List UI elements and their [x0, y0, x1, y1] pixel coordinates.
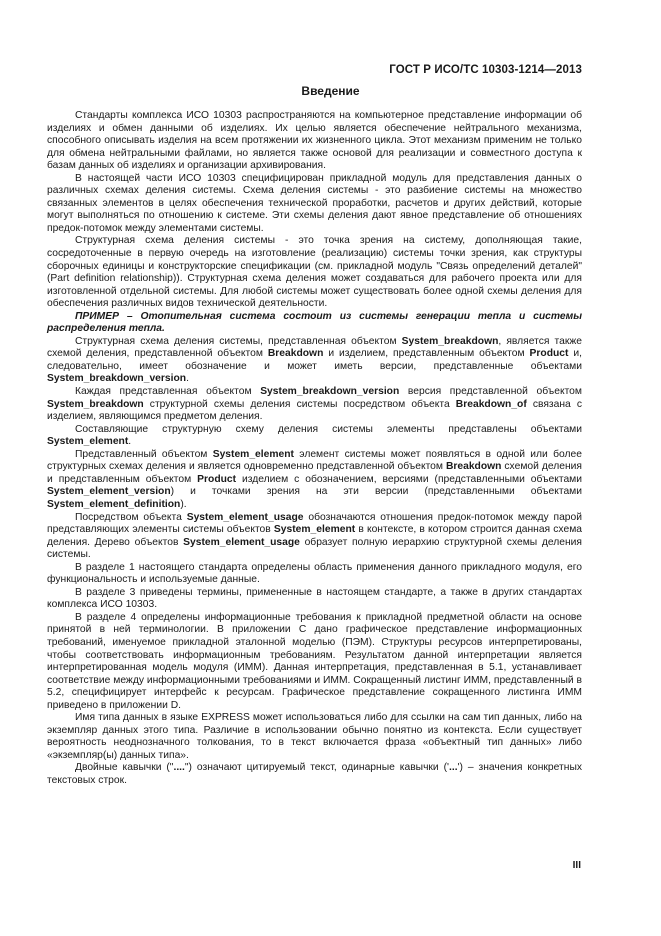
- entity-name: System_breakdown_version: [260, 386, 400, 398]
- body-paragraph: [47, 110, 582, 173]
- entity-name: System_element_usage: [183, 536, 300, 548]
- standard-code: ГОСТ Р ИСО/ТС 10303-1214—2013: [389, 64, 582, 76]
- body-paragraph: [47, 587, 582, 612]
- entity-name: Breakdown: [267, 348, 324, 360]
- text-run: элемент системы может появляться в одной или более структурных схемах деления и является одновременно представленной объектом: [47, 448, 582, 473]
- body-paragraph: [47, 562, 582, 587]
- entity-name: System_element_version: [47, 486, 171, 498]
- text-run: образует полную иерархию структурной схемы деления системы.: [47, 536, 583, 561]
- text-run: обозначаются отношения предок-потомок между парой представляющих элементы системы объектов: [47, 511, 582, 536]
- body-text: [47, 110, 582, 788]
- entity-name: System_breakdown: [47, 398, 144, 410]
- entity-name: System_breakdown: [401, 335, 499, 347]
- text-run: В разделе 3 приведены термины, примененные в настоящем стандарте, а также в других стандартах комплекса ИСО 10303.: [47, 586, 582, 611]
- body-paragraph: [47, 762, 582, 787]
- text-run: ПРИМЕР – Отопительная система состоит из системы генерации тепла и системы распределения тепла.: [47, 310, 582, 335]
- body-paragraph: [47, 173, 582, 236]
- entity-name: System_element: [212, 448, 294, 460]
- text-run: изделием с обозначением, версиями (представленными объектами: [236, 473, 583, 485]
- text-run: Имя типа данных в языке EXPRESS может использоваться либо для ссылки на сам тип данных, либо на экземпляр данных этого типа. Различие в использовании обычно понятно из контекста. Если существует вероятность неоднозначного толкования, то в текст включается фраза «объектный тип данных» либо «экземпляр(ы) данных типа».: [47, 712, 582, 761]
- text-run: Стандарты комплекса ИСО 10303 распространяются на компьютерное представление информации об изделиях и обмен данными об изделиях. Их целью является обеспечение нейтрального механизма, способного описывать изделия на всем протяжении их жизненного цикла. Этот механизм применим не только для обмена нейтральными файлами, но является также основой для реализации и совместного доступа к базам данных об изделиях и организации архивирования.: [47, 110, 582, 172]
- text-run: В настоящей части ИСО 10303 специфицирован прикладной модуль для представления данных о различных схемах деления системы. Схема деления системы - это разбиение системы на множество связанных элементов в целях обеспечения технической проработки, расчетов и других действий, которые могут выполняться по отношению к системе. Эти схемы деления дают явное представление об отношениях предок-потомок между элементами системы.: [47, 172, 582, 234]
- text-run: ) и точками зрения на эти версии (представленными объектами: [170, 486, 582, 498]
- entity-name: System_element: [47, 436, 129, 448]
- body-paragraph: [47, 449, 582, 512]
- body-paragraph: [47, 612, 582, 712]
- text-run: и, следовательно, имеет обозначение и может иметь версии, представленные объектами: [47, 348, 583, 372]
- text-run: Каждая представленная объектом: [75, 386, 261, 398]
- text-run: .: [128, 436, 132, 448]
- entity-name: System_element_definition: [47, 498, 181, 510]
- entity-name: ....: [173, 762, 185, 774]
- entity-name: Breakdown_of: [455, 398, 527, 410]
- text-run: версия представленной объектом: [399, 386, 582, 398]
- body-paragraph: [47, 712, 582, 762]
- text-run: .: [186, 373, 189, 385]
- text-run: , является также схемой деления, представленной объектом: [47, 335, 582, 360]
- text-run: ).: [180, 498, 187, 510]
- body-paragraph: [47, 512, 582, 562]
- text-run: Составляющие структурную схему деления системы элементы представлены объектами: [75, 423, 582, 435]
- body-paragraph: [47, 336, 582, 386]
- example-paragraph: [47, 311, 582, 336]
- entity-name: System_element: [273, 524, 356, 536]
- text-run: Представленный объектом: [75, 448, 213, 460]
- section-title: Введение: [301, 84, 360, 98]
- body-paragraph: [47, 424, 582, 449]
- entity-name: System_element_usage: [186, 511, 304, 523]
- entity-name: Product: [197, 473, 237, 485]
- text-run: В разделе 1 настоящего стандарта определены область применения данного прикладного модуля, его функциональность и используемые данные.: [47, 561, 582, 586]
- text-run: В разделе 4 определены информационные требования к прикладной предметной области на основе принятой в ней терминологии. В приложении С дано графическое представление информационных требований, именуемое прикладной эталонной моделью (ПЭМ). Структуры ресурсов интерпретированы, чтобы соответствовать информационным требованиям. Результатом данной интерпретации является интерпретированная модель модуля (ИММ). Данная интерпретация, представленная в 5.1, устанавливает соответствие между информационными требованиями и ИММ. Сокращенный листинг ИММ, представленный в 5.2, специфицирует интерфейс к ресурсам. Графическое представление сокращенного листинга ИММ приведено в приложении D.: [47, 611, 582, 711]
- text-run: Посредством объекта: [75, 511, 187, 523]
- text-run: Структурная схема деления системы, представленная объектом: [75, 335, 402, 347]
- text-run: ") означают цитируемый текст, одинарные кавычки (': [184, 762, 449, 774]
- text-run: схемой деления и представленным объектом: [47, 461, 582, 485]
- text-run: Структурная схема деления системы - это точка зрения на систему, дополняющая такие, сосредоточенные в первую очередь на изготовление (реализацию) системы точки зрения, как структуры сборочных единицы и конструкторские спецификации (см. прикладной модуль "Связь определений деталей" (Part definition relationship)). Структурная схема деления может создаваться для рабочего проекта или для изготовленной отдельной системы. Для любой системы может существовать более одной схемы деления для обеспечения различных видов технической деятельности.: [47, 235, 582, 310]
- entity-name: ...: [448, 762, 458, 774]
- body-paragraph: [47, 235, 582, 310]
- entity-name: Product: [529, 348, 569, 360]
- text-run: связана с изделием, являющимся предметом деления.: [47, 398, 583, 423]
- text-run: Двойные кавычки (": [75, 762, 174, 774]
- text-run: в контексте, в котором строится данная схема деления. Дерево объектов: [47, 524, 582, 548]
- text-run: ') – значения конкретных текстовых строк.: [47, 762, 582, 786]
- body-paragraph: [47, 386, 582, 424]
- page-number: III: [572, 860, 581, 871]
- entity-name: System_breakdown_version: [47, 373, 187, 385]
- entity-name: Breakdown: [445, 461, 502, 473]
- text-run: и изделием, представленным объектом: [323, 348, 530, 360]
- text-run: структурной схемы деления системы посредством объекта: [143, 398, 456, 410]
